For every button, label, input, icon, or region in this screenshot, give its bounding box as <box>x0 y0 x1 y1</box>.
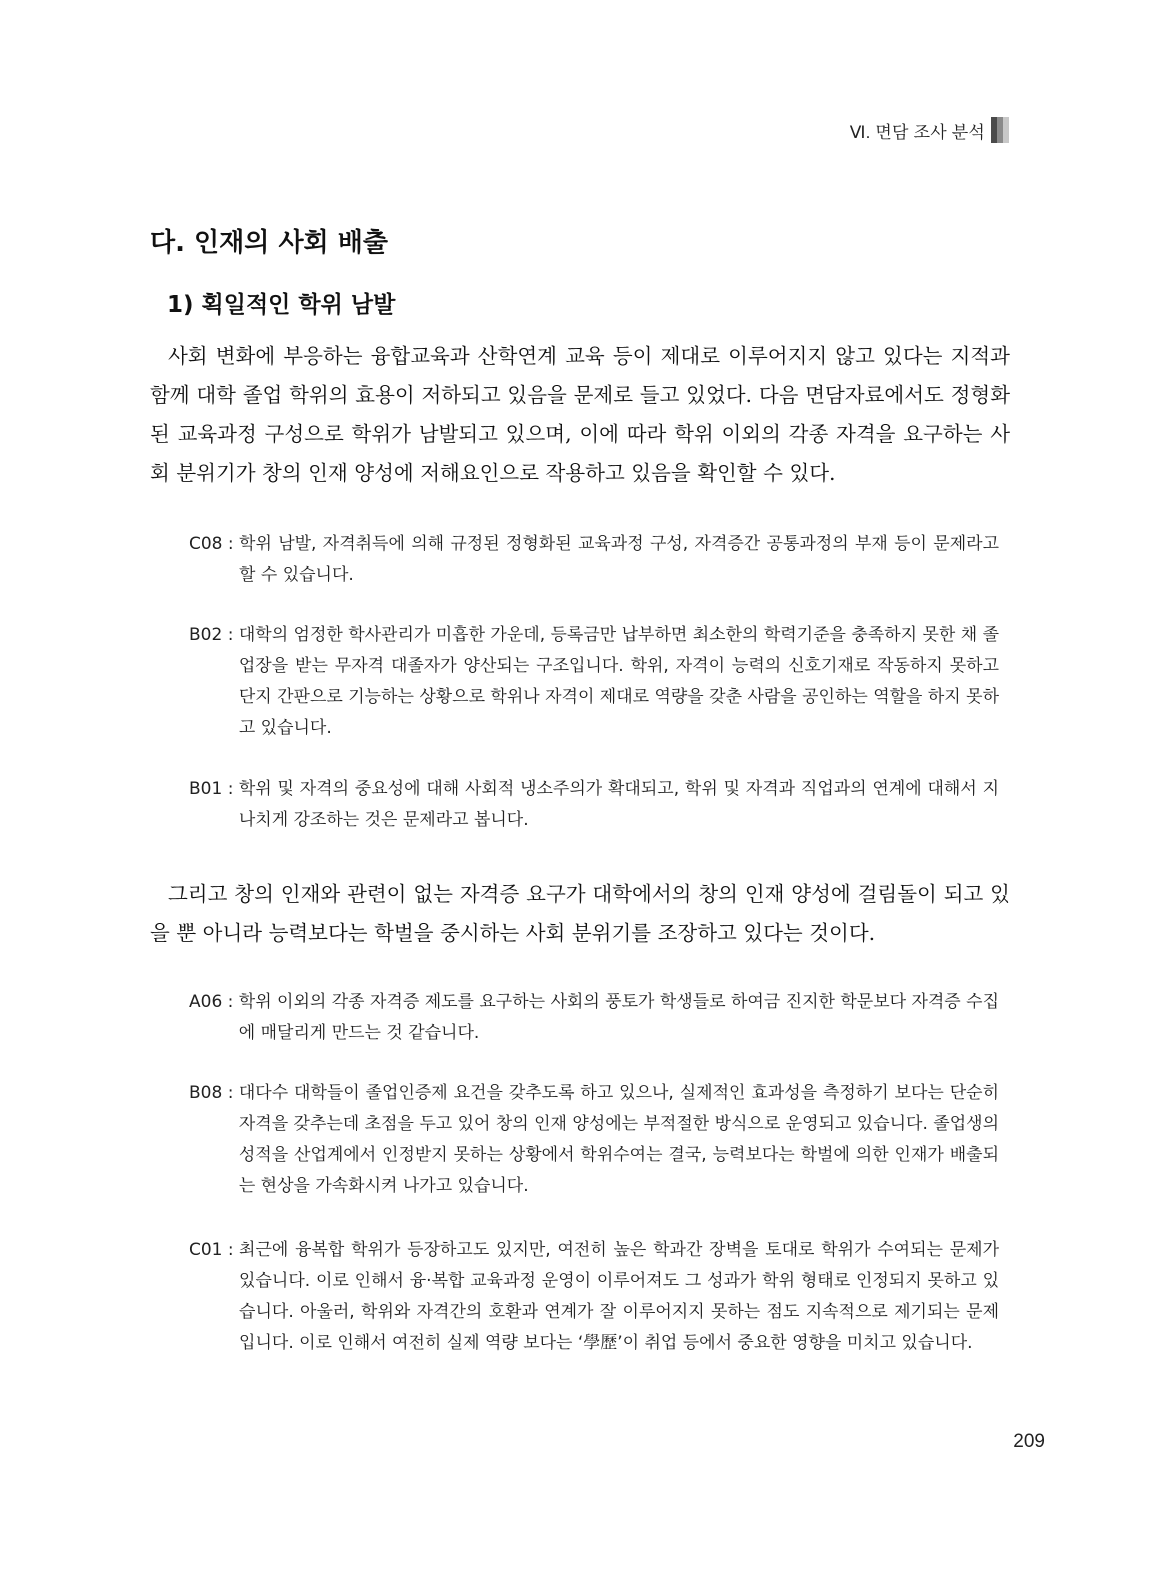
interview-quote <box>189 1078 999 1202</box>
interviewee-code: B08 : <box>189 1083 239 1103</box>
page-number: 209 <box>1013 1431 1045 1452</box>
body-paragraph: 그리고 창의 인재와 관련이 없는 자격증 요구가 대학에서의 창의 인재 양성에 걸림돌이 되고 있을 뿐 아니라 능력보다는 학벌을 중시하는 사회 분위기를 조장하고 있다는 것이다. <box>150 882 1010 945</box>
quote-text: 대학의 엄정한 학사관리가 미흡한 가운데, 등록금만 납부하면 최소한의 학력기준을 충족하지 못한 채 졸업장을 받는 무자격 대졸자가 양산되는 구조입니다. 학위, 자격이 능력의 신호기재로 작동하지 못하고 단지 간판으로 기능하는 상황으로 학위나 자격이 제대로 역량을 갖춘 사람을 공인하는 역할을 하지 못하고 있습니다. <box>238 625 999 738</box>
interview-quote <box>189 620 999 744</box>
body-paragraph: 사회 변화에 부응하는 융합교육과 산학연계 교육 등이 제대로 이루어지지 않고 있다는 지적과 함께 대학 졸업 학위의 효용이 저하되고 있음을 문제로 들고 있었다. 다음 면담자료에서도 정형화된 교육과정 구성으로 학위가 남발되고 있으며, 이에 따라 학위 이외의 각종 자격을 요구하는 사회 분위기가 창의 인재 양성에 저해요인으로 작용하고 있음을 확인할 수 있다. <box>150 344 1010 485</box>
interview-quote <box>189 987 999 1049</box>
interviewee-code: B01 : <box>189 779 239 799</box>
interviewee-code: B02 : <box>189 625 239 645</box>
quote-text: 학위 이외의 각종 자격증 제도를 요구하는 사회의 풍토가 학생들로 하여금 진지한 학문보다 자격증 수집에 매달리게 만드는 것 같습니다. <box>238 992 999 1043</box>
interview-quote <box>189 774 999 836</box>
interviewee-code: A06 : <box>189 992 239 1012</box>
header-bar-decoration <box>991 117 1009 143</box>
header-bar-light <box>1003 117 1009 143</box>
interview-quote <box>189 1235 999 1359</box>
running-header-title: Ⅵ. 면담 조사 분석 <box>849 122 985 142</box>
section-title: 다. 인재의 사회 배출 <box>150 228 388 258</box>
interview-quote <box>189 529 999 591</box>
interviewee-code: C01 : <box>189 1240 240 1260</box>
interviewee-code: C08 : <box>189 534 240 554</box>
subsection-title: 1) 획일적인 학위 남발 <box>167 292 396 318</box>
quote-text: 최근에 융복합 학위가 등장하고도 있지만, 여전히 높은 학과간 장벽을 토대로 학위가 수여되는 문제가 있습니다. 이로 인해서 융·복합 교육과정 운영이 이루어져도 그 성과가 학위 형태로 인정되지 못하고 있습니다. 아울러, 학위와 자격간의 호환과 연계가 잘 이루어지지 못하는 점도 지속적으로 제기되는 문제입니다. 이로 인해서 여전히 실제 역량 보다는 ‘學歷’이 취업 등에서 중요한 영향을 미치고 있습니다. <box>239 1240 999 1353</box>
quote-text: 학위 남발, 자격취득에 의해 규정된 정형화된 교육과정 구성, 자격증간 공통과정의 부재 등이 문제라고 할 수 있습니다. <box>239 534 999 585</box>
quote-text: 학위 및 자격의 중요성에 대해 사회적 냉소주의가 확대되고, 학위 및 자격과 직업과의 연계에 대해서 지나치게 강조하는 것은 문제라고 봅니다. <box>238 779 999 830</box>
quote-text: 대다수 대학들이 졸업인증제 요건을 갖추도록 하고 있으나, 실제적인 효과성을 측정하기 보다는 단순히 자격을 갖추는데 초점을 두고 있어 창의 인재 양성에는 부적절한 방식으로 운영되고 있습니다. 졸업생의 성적을 산업계에서 인정받지 못하는 상황에서 학위수여는 결국, 능력보다는 학벌에 의한 인재가 배출되는 현상을 가속화시켜 나가고 있습니다. <box>238 1083 999 1196</box>
running-header <box>850 117 1009 143</box>
